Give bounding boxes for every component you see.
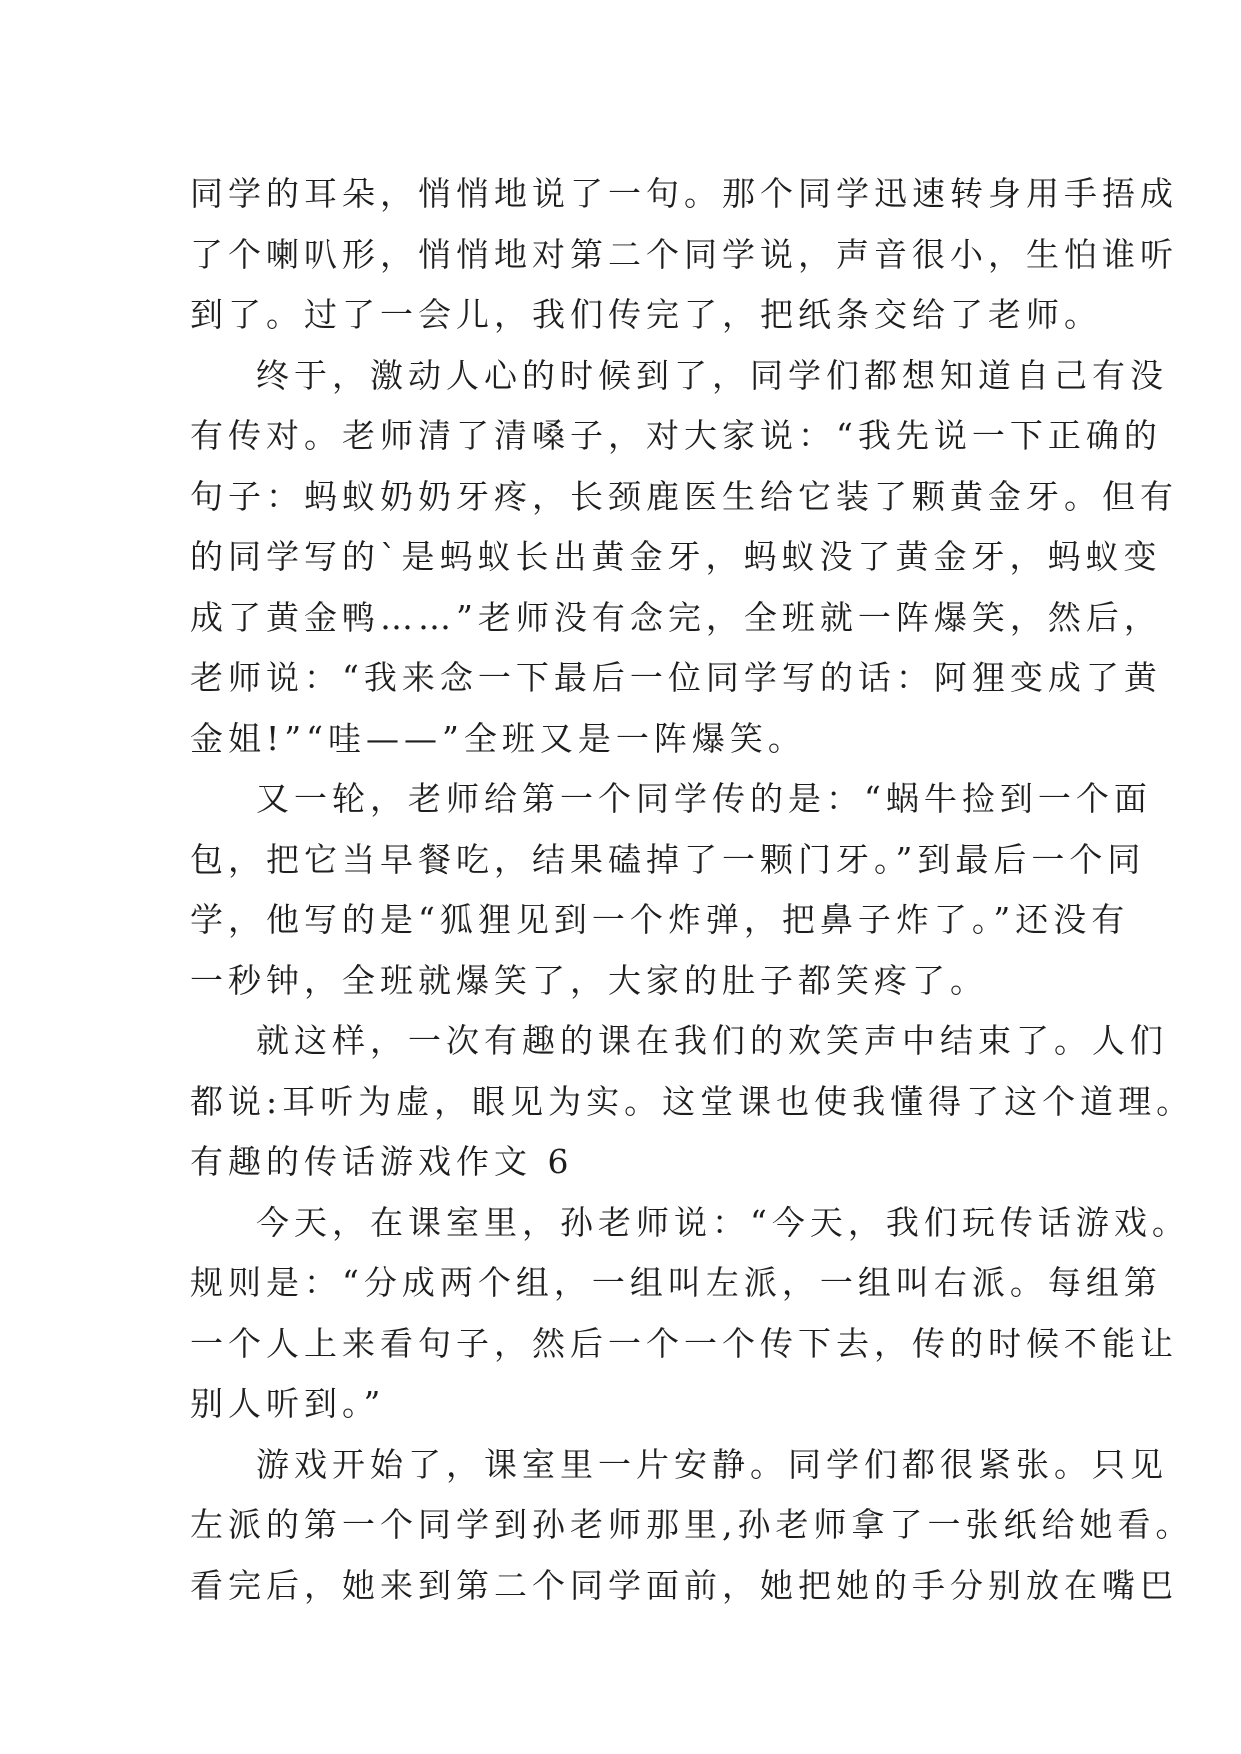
text-line: 都说:耳听为虚，眼见为实。这堂课也使我懂得了这个道理。	[190, 1081, 1195, 1121]
text-line: 包，把它当早餐吃，结果磕掉了一颗门牙。”到最后一个同	[190, 839, 1146, 879]
text-line: 句子：蚂蚁奶奶牙疼，长颈鹿医生给它装了颗黄金牙。但有	[190, 476, 1178, 516]
text-line: 有传对。老师清了清嗓子，对大家说：“我先说一下正确的	[190, 416, 1162, 455]
text-line: 终于，激动人心的时候到了，同学们都想知道自己有没	[256, 355, 1168, 395]
text-line: 一个人上来看句子，然后一个一个传下去，传的时候不能让	[190, 1323, 1178, 1363]
text-line: 别人听到。”	[190, 1384, 386, 1423]
body-text	[190, 164, 1195, 1616]
text-line: 又一轮，老师给第一个同学传的是：“蜗牛捡到一个面	[256, 779, 1152, 818]
text-line: 的同学写的`是蚂蚁长出黄金牙，蚂蚁没了黄金牙，蚂蚁变	[190, 537, 1162, 576]
text-line: 左派的第一个同学到孙老师那里,孙老师拿了一张纸给她看。	[190, 1505, 1194, 1544]
text-line: 同学的耳朵，悄悄地说了一句。那个同学迅速转身用手捂成	[190, 174, 1178, 213]
text-line: 今天，在课室里，孙老师说：“今天，我们玩传话游戏。	[256, 1202, 1190, 1242]
text-line: 老师说：“我来念一下最后一位同学写的话：阿狸变成了黄	[190, 658, 1162, 697]
text-line: 游戏开始了，课室里一片安静。同学们都很紧张。只见	[256, 1444, 1168, 1484]
text-line: 规则是：“分成两个组，一组叫左派，一组叫右派。每组第	[190, 1263, 1162, 1302]
text-line: 学，他写的是“狐狸见到一个炸弹，把鼻子炸了。”还没有	[190, 900, 1130, 939]
text-line: 就这样，一次有趣的课在我们的欢笑声中结束了。人们	[256, 1021, 1168, 1060]
text-line: 有趣的传话游戏作文 6	[190, 1142, 574, 1181]
text-line: 成了黄金鸭……”老师没有念完，全班就一阵爆笑，然后，	[190, 597, 1162, 637]
text-line: 金姐!”“哇——”全班又是一阵爆笑。	[190, 718, 806, 758]
text-line: 了个喇叭形，悄悄地对第二个同学说，声音很小，生怕谁听	[190, 234, 1178, 274]
text-line: 到了。过了一会儿，我们传完了，把纸条交给了老师。	[190, 295, 1102, 334]
text-line: 一秒钟，全班就爆笑了，大家的肚子都笑疼了。	[190, 960, 988, 1000]
text-line: 看完后，她来到第二个同学面前，她把她的手分别放在嘴巴	[190, 1565, 1178, 1605]
